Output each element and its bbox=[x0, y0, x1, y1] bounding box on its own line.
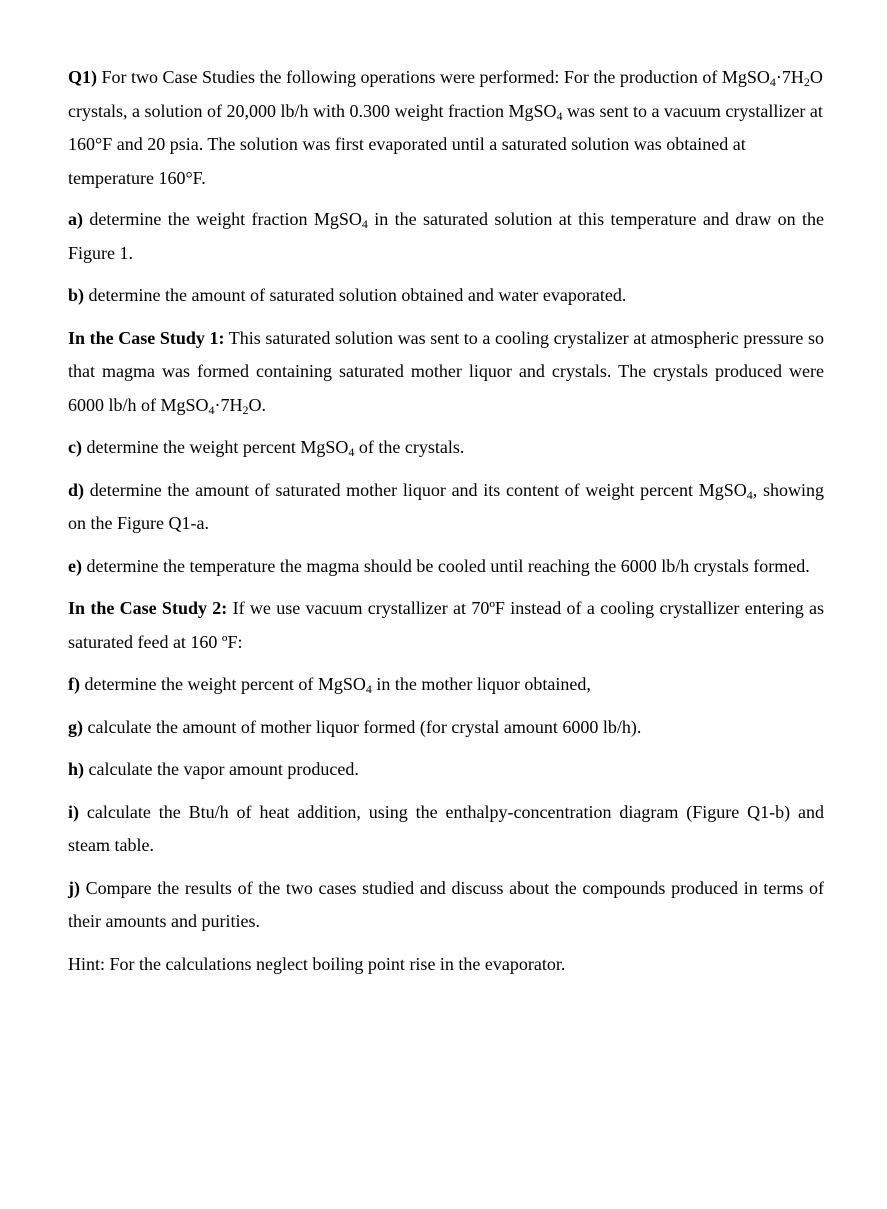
item-text: calculate the vapor amount produced. bbox=[84, 759, 359, 779]
item-text: calculate the Btu/h of heat addition, using the enthalpy-concentration diagram (Figure Q1-b) and steam table. bbox=[68, 801, 824, 855]
subscript: 4 bbox=[365, 682, 372, 696]
item-label: e) bbox=[68, 555, 82, 576]
subscript: 4 bbox=[361, 217, 368, 231]
subscript: 2 bbox=[242, 402, 249, 417]
item-label: i) bbox=[68, 801, 79, 822]
subscript: 4 bbox=[746, 487, 753, 502]
item-b bbox=[68, 279, 824, 313]
item-label: h) bbox=[68, 759, 85, 779]
item-j bbox=[68, 872, 824, 939]
item-a bbox=[68, 203, 824, 270]
subscript: 2 bbox=[803, 75, 810, 89]
item-label: f) bbox=[68, 674, 80, 694]
subscript: 4 bbox=[769, 75, 776, 89]
item-label: b) bbox=[68, 285, 85, 305]
item-text: determine the weight percent MgSO$_4$ of the crystals. bbox=[81, 437, 465, 459]
item-h bbox=[68, 753, 824, 787]
subscript: 4 bbox=[208, 402, 215, 417]
item-c bbox=[68, 431, 824, 465]
item-label: a) bbox=[68, 209, 83, 229]
item-text: determine the temperature the magma should be cooled until reaching the 6000 lb/h crystals formed. bbox=[81, 555, 810, 576]
case-study-2 bbox=[68, 592, 824, 659]
question-label: Q1) bbox=[68, 67, 97, 87]
item-g bbox=[68, 711, 824, 745]
case-study-text: This saturated solution was sent to a cooling crystalizer at atmospheric pressure so that magma was formed containing saturated mother liquor and crystals. The crystals produced were 6000 lb/h of $MgSO_4\cdot 7H_2O$. bbox=[68, 327, 824, 417]
item-text: determine the weight fraction MgSO$_4$ in the saturated solution at this temperature and draw on the Figure 1. bbox=[68, 209, 825, 263]
item-f bbox=[68, 668, 824, 702]
item-text: determine the amount of saturated solution obtained and water evaporated. bbox=[84, 285, 627, 305]
item-text: Compare the results of the two cases studied and discuss about the compounds produced in terms of their amounts and purities. bbox=[68, 877, 824, 931]
subscript: 4 bbox=[556, 108, 563, 123]
item-d bbox=[68, 474, 824, 541]
question-intro-text: For two Case Studies the following operations were performed: For the production of $MgSO_4\cdot 7H_2O$ crystals, a solution of 20,000 lb/h with 0.300 weight fraction MgSO$_4$ was sent to a vacuum crystallizer at 160°F and 20 psia. The solution was first evaporated until a saturated solution was obtained at temperature 160°F. bbox=[68, 67, 823, 188]
item-i bbox=[68, 796, 824, 863]
hint: Hint: For the calculations neglect boiling point rise in the evaporator. bbox=[68, 953, 566, 974]
case-study-text: If we use vacuum crystallizer at 70ºF instead of a cooling crystallizer entering as saturated feed at 160 ºF: bbox=[68, 598, 825, 652]
item-text: determine the amount of saturated mother liquor and its content of weight percent MgSO$_4$, showing on the Figure Q1-a. bbox=[68, 479, 824, 533]
item-e bbox=[68, 550, 824, 584]
item-label: g) bbox=[68, 716, 83, 737]
item-label: d) bbox=[68, 479, 85, 500]
item-label: c) bbox=[68, 437, 82, 457]
subscript: 4 bbox=[348, 445, 355, 459]
item-text: determine the weight percent of MgSO$_4$ in the mother liquor obtained, bbox=[80, 674, 591, 696]
case-study-1 bbox=[68, 322, 824, 423]
case-study-label: In the Case Study 2: bbox=[68, 598, 228, 618]
case-study-label: In the Case Study 1: bbox=[68, 327, 225, 348]
document-page bbox=[68, 61, 824, 990]
question-intro bbox=[68, 61, 824, 195]
item-text: calculate the amount of mother liquor formed (for crystal amount 6000 lb/h). bbox=[83, 716, 642, 737]
item-label: j) bbox=[68, 877, 80, 898]
